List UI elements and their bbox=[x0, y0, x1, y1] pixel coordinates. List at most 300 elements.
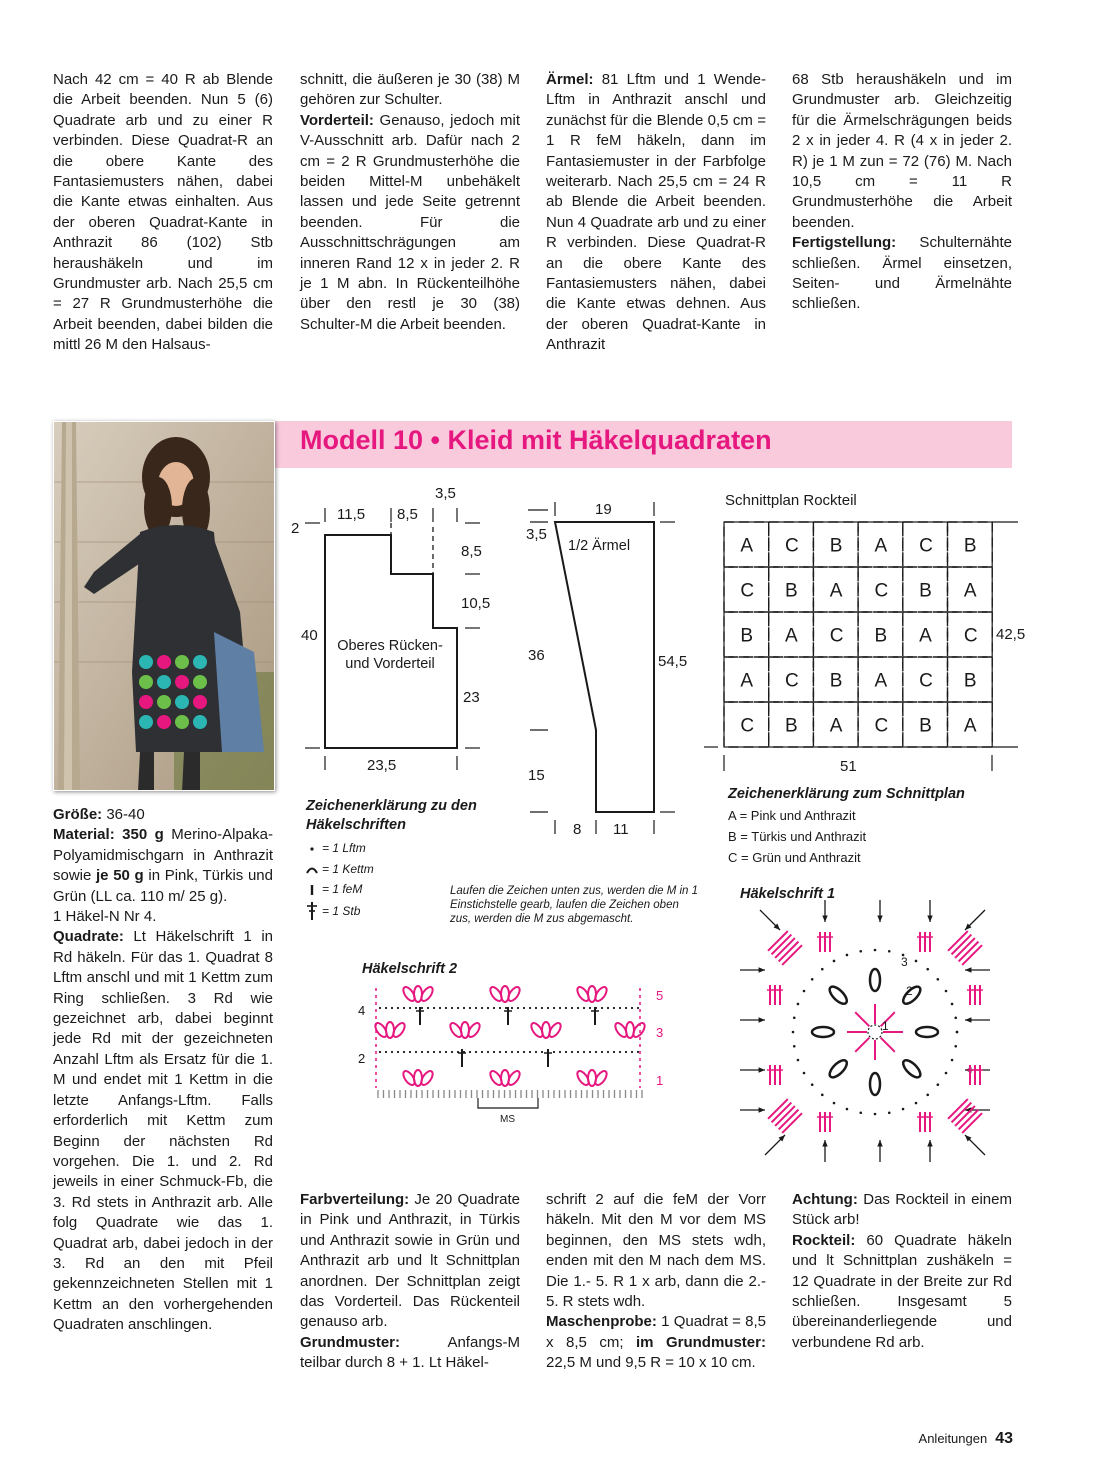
schnittplan-cell-letter: C bbox=[919, 670, 933, 692]
chain-dot bbox=[833, 960, 836, 963]
dim-11: 11 bbox=[613, 821, 629, 838]
chain-dot bbox=[553, 1007, 555, 1009]
bottom-column-2-text: schrift 2 auf die feM der Vorr häkeln. Mit den M vor dem MS beginnen, den MS stets wdh, enden mit den M nach dem MS. Die 1.- 5. R 1 x arb, dann die 2.- 5. R stets wdh. bbox=[546, 1191, 766, 1311]
chain-dot bbox=[481, 1007, 483, 1009]
chain-dot bbox=[583, 1007, 585, 1009]
dim-2: 2 bbox=[291, 520, 300, 537]
chain-dot bbox=[583, 1051, 585, 1053]
chain-dot bbox=[951, 1003, 954, 1006]
chain-dot bbox=[565, 1007, 567, 1009]
schnittplan-cell-letter: B bbox=[829, 535, 843, 557]
chain-dot bbox=[541, 1051, 543, 1053]
corner-cluster bbox=[948, 1099, 982, 1133]
dim-8-5-top: 8,5 bbox=[397, 506, 418, 523]
chain-dot bbox=[846, 1108, 849, 1111]
chain-dot bbox=[523, 1051, 525, 1053]
bottom-column-2 bbox=[546, 1190, 766, 1374]
join-arrow-icon bbox=[927, 900, 932, 922]
dim-11-5: 11,5 bbox=[337, 506, 366, 523]
chain-dot bbox=[421, 1051, 423, 1053]
legend-fem: = 1 feM bbox=[322, 882, 363, 896]
join-arrow-icon bbox=[965, 1135, 985, 1155]
schnittplan-title: Schnittplan Rockteil bbox=[725, 492, 857, 509]
legend-stb: = 1 Stb bbox=[322, 904, 361, 918]
page-number: 43 bbox=[995, 1430, 1013, 1447]
achtung-text: Das Rockteil in einem Stück arb! bbox=[792, 1191, 1012, 1229]
achtung-label: Achtung: bbox=[792, 1191, 858, 1208]
chain-dot bbox=[529, 1051, 531, 1053]
chain-dot bbox=[433, 1007, 435, 1009]
dim-15: 15 bbox=[528, 767, 545, 784]
body-schematic bbox=[285, 478, 505, 778]
dim-3-5-sleeve: 3,5 bbox=[526, 526, 547, 543]
dim-3-5: 3,5 bbox=[435, 485, 456, 502]
chain-dot bbox=[937, 1083, 940, 1086]
chain-dot bbox=[915, 960, 918, 963]
chain-dot bbox=[499, 1051, 501, 1053]
chain-dot bbox=[625, 1007, 627, 1009]
chain-dot bbox=[859, 950, 862, 953]
shell-stitch-group bbox=[529, 1021, 563, 1039]
chain-dot bbox=[951, 1059, 954, 1062]
chain-dot bbox=[821, 968, 824, 971]
sleeve-label: 1/2 Ärmel bbox=[568, 538, 631, 554]
fertigstellung-label: Fertigstellung: bbox=[792, 234, 897, 252]
side-cluster bbox=[817, 1112, 833, 1132]
chart2-row-3: 3 bbox=[656, 1025, 664, 1040]
side-cluster bbox=[767, 985, 783, 1005]
schnittplan-grid bbox=[700, 515, 1040, 780]
top-column-3 bbox=[546, 70, 766, 356]
vorderteil-text: Genauso, jedoch mit V-Ausschnitt arb. Dafür nach 2 cm = 2 R Grundmusterhöhe die beiden Mittel-M unbehäkelt lassen und jede Seite getrennt beenden. Für die Ausschnittschrägungen am inneren Rand 12 x in jeder 2. R je 1 M abn. In Rückenteilhöhe über den restl je 30 (38) Schulter-M die Arbeit beenden. bbox=[300, 111, 520, 333]
chart2-row-1: 1 bbox=[656, 1073, 664, 1088]
puff-stitch bbox=[827, 1057, 850, 1080]
chart1-round-1: 1 bbox=[882, 1019, 889, 1033]
chain-dot bbox=[846, 954, 849, 957]
double-crochet-icon bbox=[307, 902, 317, 920]
side-cluster bbox=[817, 932, 833, 952]
chain-dot bbox=[926, 968, 929, 971]
double-crochet-mark bbox=[591, 1007, 599, 1025]
join-arrow-icon bbox=[740, 1017, 765, 1022]
legend-a: A = Pink und Anthrazit bbox=[728, 808, 856, 823]
chain-dot bbox=[571, 1007, 573, 1009]
chain-dot bbox=[379, 1051, 381, 1053]
chart1-round-3: 3 bbox=[901, 955, 908, 969]
material-text-a: Merino-Alpaka-Polyamidmischgarn in Anthrazit sowie bbox=[53, 826, 274, 885]
chain-dot bbox=[451, 1051, 453, 1053]
page-footer bbox=[919, 1430, 1013, 1448]
chain-dot bbox=[595, 1051, 597, 1053]
chain-dot bbox=[619, 1007, 621, 1009]
top-column-4 bbox=[792, 70, 1012, 315]
schnittplan-cell-letter: C bbox=[919, 535, 933, 557]
top-column-1 bbox=[53, 70, 273, 356]
slip-stitch-icon bbox=[307, 869, 317, 874]
side-cluster bbox=[917, 1112, 933, 1132]
chain-dot bbox=[595, 1007, 597, 1009]
dim-23: 23 bbox=[463, 689, 480, 706]
legend-lftm: = 1 Lftm bbox=[322, 841, 366, 855]
aermel-label: Ärmel: bbox=[546, 71, 594, 88]
schnittplan-cell-letter: C bbox=[785, 670, 799, 692]
round1-stitch bbox=[855, 1038, 869, 1052]
chain-dot bbox=[613, 1007, 615, 1009]
chain-dot bbox=[589, 1051, 591, 1053]
top-column-1-text: Nach 42 cm = 40 R ab Blende die Arbeit beenden. Nun 5 (6) Quadrate arb und zu einer R verbinden. Diese Quadrat-R an die obere Kante des Fantasiemusters nähen, dabei die Kante etwas einhalten. Aus der oberen Quadrat-Kante in Anthrazit 86 (102) Stb heraushäkeln und im Grundmuster arb. Nach 25,5 cm = 27 R Grundmusterhöhe die Arbeit beenden, dabei bilden die mittl 26 M den Halsaus- bbox=[53, 71, 273, 354]
left-column bbox=[53, 805, 273, 1336]
chain-dot bbox=[797, 1059, 800, 1062]
grundmuster-text: Anfangs-M teilbar durch 8 + 1. Lt Häkel- bbox=[300, 1333, 520, 1372]
corner-cluster bbox=[948, 931, 982, 965]
body-diagram-label: Oberes Rücken- und Vorderteil bbox=[337, 638, 443, 672]
chain-dot bbox=[833, 1102, 836, 1105]
join-arrow-icon bbox=[740, 967, 765, 972]
bottom-column-1 bbox=[300, 1190, 520, 1374]
groesse-value: 36-40 bbox=[102, 806, 145, 823]
chain-dot bbox=[421, 1007, 423, 1009]
chain-dot bbox=[523, 1007, 525, 1009]
side-cluster bbox=[917, 932, 933, 952]
schnittplan-cell-letter: C bbox=[874, 580, 889, 602]
quadrate-text: Lt Häkelschrift 1 in Rd häkeln. Für das 1. Quadrat 8 Lftm anschl und mit 1 Kettm zum Ring schließen. 3 Rd wie gezeichnet arb, dabei beginnt jede Rd mit der gezeichneten Anzahl Lftm als Ersatz für die 1. M und endet mit 1 Kettm in die letzte Anfangs-Lftm. Falls erforderlich mit Kettm zum Beginn der nächsten Rd vorgehen. Die 1. und 2. Rd jeweils in einer Schmuck-Fb, die 3. Rd stets in Anthrazit arb. Alle folg Quadrate wie das 1. Quadrat arb, dabei jedoch in der 3. Rd an den mit Pfeil gekennzeichneten Stellen mit 1 Kettm an den vorhergehenden Quadraten anschlingen. bbox=[53, 928, 273, 1334]
sleeve-schematic bbox=[520, 490, 700, 840]
schnittplan-cell-letter: A bbox=[919, 625, 932, 647]
schnittplan-cell-letter: C bbox=[874, 715, 889, 737]
dim-8-5-side: 8,5 bbox=[461, 543, 482, 560]
symbol-legend-title: Zeichenerklärung zu den Häkelschriften bbox=[306, 798, 477, 833]
chain-dot bbox=[439, 1051, 441, 1053]
schnittplan-cell-letter: B bbox=[785, 715, 798, 737]
chain-dot bbox=[811, 1083, 814, 1086]
chain-dot bbox=[954, 1016, 957, 1019]
chain-dot bbox=[385, 1051, 387, 1053]
material-text-b: in Pink, Türkis und Grün (LL ca. 110 m/ 25 g). bbox=[53, 867, 273, 905]
farbverteilung-text: Je 20 Quadrate in Pink und Anthrazit, in Türkis und Anthrazit sowie in Grün und Anthrazit arb und lt Schnittplan anordnen. Der Schnittplan zeigt das Vorderteil. Das Rückenteil genauso arb. bbox=[300, 1191, 520, 1331]
join-arrow-icon bbox=[965, 1017, 990, 1022]
corner-cluster bbox=[768, 1099, 802, 1133]
schnittplan-cell-letter: A bbox=[740, 670, 754, 692]
chain-dot bbox=[403, 1051, 405, 1053]
side-cluster bbox=[767, 1065, 783, 1085]
chain-dot bbox=[541, 1007, 543, 1009]
model-photo-illustration bbox=[54, 422, 275, 791]
shell-stitch-group bbox=[575, 1069, 609, 1087]
chain-dot bbox=[499, 1007, 501, 1009]
stitch-note: Laufen die Zeichen unten zus, werden die M in 1 Einstichstelle gearb, laufen die Zeichen oben zus, werden die M zus abgemascht. bbox=[450, 885, 699, 925]
chain-dot bbox=[493, 1007, 495, 1009]
schnittplan-cell-letter: B bbox=[740, 625, 754, 647]
shell-stitch-group bbox=[575, 985, 609, 1003]
symbol-icons bbox=[303, 840, 323, 920]
groesse-label: Größe: bbox=[53, 806, 103, 823]
dim-8: 8 bbox=[573, 821, 582, 838]
shell-stitch-group bbox=[613, 1021, 647, 1039]
chain-dot bbox=[433, 1051, 435, 1053]
chart2-row-4: 4 bbox=[358, 1003, 366, 1018]
chain-dot bbox=[631, 1051, 633, 1053]
side-cluster bbox=[967, 985, 983, 1005]
maschenprobe-text: 1 Quadrat = 8,5 x 8,5 cm; bbox=[546, 1313, 766, 1351]
schnittplan-height: 42,5 bbox=[996, 626, 1026, 643]
top-column-4-text-a: 68 Stb heraushäkeln und im Grundmuster arb. Gleichzeitig für die Ärmelschrägungen beids 2 x in jeder 4. R (4 x in jeder 2. R) je 1 M zun = 72 (76) M. Nach 10,5 cm = 11 R Grundmusterhöhe die Arbeit beenden. bbox=[792, 71, 1012, 231]
chain-dot bbox=[797, 1003, 800, 1006]
chain-dot bbox=[874, 1113, 877, 1116]
puff-stitch bbox=[900, 1057, 923, 1080]
fertigstellung-text: Schulternähte schließen. Ärmel einsetzen, Seiten- und Ärmelnähte schließen. bbox=[792, 234, 1012, 313]
join-arrow-icon bbox=[877, 900, 882, 922]
chain-dot bbox=[945, 1072, 948, 1075]
legend-kettm: = 1 Kettm bbox=[322, 862, 374, 876]
dim-54-5: 54,5 bbox=[658, 653, 688, 670]
chain-dot bbox=[535, 1051, 537, 1053]
top-column-2 bbox=[300, 70, 520, 335]
schnittplan-cell-letter: C bbox=[740, 580, 755, 602]
schnittplan-width: 51 bbox=[840, 758, 857, 775]
chain-dot bbox=[487, 1007, 489, 1009]
bottom-column-3 bbox=[792, 1190, 1012, 1353]
chain-dot bbox=[379, 1007, 381, 1009]
chart1-round-2: 2 bbox=[906, 984, 913, 998]
chain-dot bbox=[529, 1007, 531, 1009]
chain-dot bbox=[613, 1051, 615, 1053]
chain-dot bbox=[888, 950, 891, 953]
join-arrow-icon bbox=[965, 910, 985, 930]
chain-dot bbox=[469, 1007, 471, 1009]
schnittplan-cell-letter: B bbox=[785, 580, 798, 602]
schnittplan-cell-letter: A bbox=[740, 535, 754, 557]
chain-dot bbox=[487, 1051, 489, 1053]
chart2-row-2: 2 bbox=[358, 1051, 366, 1066]
grundmuster-label: Grundmuster: bbox=[300, 1333, 401, 1351]
chain-dot bbox=[793, 1016, 796, 1019]
schnittplan-legend-title: Zeichenerklärung zum Schnittplan bbox=[728, 786, 965, 802]
chain-dot bbox=[397, 1007, 399, 1009]
chain-dot bbox=[391, 1051, 393, 1053]
chain-dot bbox=[945, 990, 948, 993]
maschenprobe-label: Maschenprobe: bbox=[546, 1313, 657, 1331]
chain-dot bbox=[902, 1108, 905, 1111]
chain-dot bbox=[409, 1007, 411, 1009]
chain-dot bbox=[559, 1007, 561, 1009]
chain-dot bbox=[481, 1051, 483, 1053]
chain-dot bbox=[565, 1051, 567, 1053]
schnittplan-cell-letter: C bbox=[829, 625, 844, 647]
quadrate-label: Quadrate: bbox=[53, 928, 124, 946]
chain-dot bbox=[792, 1031, 795, 1034]
chain-stitch-icon bbox=[310, 847, 313, 850]
chain-dot bbox=[571, 1051, 573, 1053]
chain-dot bbox=[505, 1051, 507, 1053]
chain-dot bbox=[451, 1007, 453, 1009]
chain-dot bbox=[535, 1007, 537, 1009]
shell-stitch-group bbox=[401, 1069, 435, 1087]
round1-stitch bbox=[881, 1038, 895, 1052]
puff-stitch bbox=[812, 1027, 834, 1037]
corner-cluster bbox=[768, 931, 802, 965]
chain-dot bbox=[553, 1051, 555, 1053]
chain-dot bbox=[517, 1007, 519, 1009]
chain-dot bbox=[577, 1051, 579, 1053]
magic-ring bbox=[868, 1025, 882, 1039]
dim-19: 19 bbox=[595, 501, 612, 518]
schnittplan-cell-letter: B bbox=[874, 625, 888, 647]
chain-dot bbox=[619, 1051, 621, 1053]
chain-dot bbox=[463, 1051, 465, 1053]
chain-dot bbox=[511, 1007, 513, 1009]
side-cluster bbox=[967, 1065, 983, 1085]
schnittplan-cell-letter: B bbox=[919, 715, 932, 737]
haekelschrift-2 bbox=[350, 980, 680, 1125]
join-arrow-icon bbox=[760, 910, 780, 930]
grundmuster-probe-label: im Grundmuster: bbox=[635, 1333, 766, 1351]
schnittplan-cell-letter: A bbox=[829, 580, 843, 602]
puff-stitch bbox=[870, 1073, 880, 1095]
shell-stitch-group bbox=[448, 1021, 482, 1039]
chain-dot bbox=[475, 1007, 477, 1009]
chain-dot bbox=[888, 1111, 891, 1114]
rockteil-label: Rockteil: bbox=[792, 1231, 856, 1249]
join-arrow-icon bbox=[765, 1135, 785, 1155]
chain-dot bbox=[607, 1051, 609, 1053]
chain-dot bbox=[625, 1051, 627, 1053]
shell-stitch-group bbox=[488, 985, 522, 1003]
chain-dot bbox=[601, 1007, 603, 1009]
chain-dot bbox=[577, 1007, 579, 1009]
footer-section: Anleitungen bbox=[918, 1431, 988, 1446]
chain-dot bbox=[589, 1007, 591, 1009]
chain-dot bbox=[385, 1007, 387, 1009]
chain-dot bbox=[637, 1007, 639, 1009]
join-arrow-icon bbox=[822, 900, 827, 922]
chain-dot bbox=[811, 978, 814, 981]
chain-dot bbox=[793, 1045, 796, 1048]
schnittplan-cell-letter: C bbox=[785, 535, 799, 557]
double-crochet-mark bbox=[504, 1007, 512, 1025]
schnittplan-cell-letter: B bbox=[963, 535, 977, 557]
join-arrow-icon bbox=[822, 1140, 827, 1162]
shell-stitch-group bbox=[488, 1069, 522, 1087]
legend-c: C = Grün und Anthrazit bbox=[728, 850, 861, 865]
chain-dot bbox=[517, 1051, 519, 1053]
schnittplan-cell-letter: B bbox=[963, 670, 977, 692]
chart2-ms: MS bbox=[500, 1114, 515, 1125]
chain-dot bbox=[547, 1051, 549, 1053]
chain-dot bbox=[475, 1051, 477, 1053]
join-arrow-icon bbox=[740, 1107, 765, 1112]
nadel-text: 1 Häkel-N Nr 4. bbox=[53, 908, 157, 926]
schnittplan-cell-letter: B bbox=[829, 670, 843, 692]
join-arrow-icon bbox=[965, 967, 990, 972]
schnittplan-cell-letter: A bbox=[963, 580, 977, 602]
shell-stitch-group bbox=[373, 1021, 407, 1039]
chain-dot bbox=[956, 1031, 959, 1034]
chain-dot bbox=[415, 1051, 417, 1053]
rockteil-text: 60 Quadrate häkeln und lt Schnittplan zushäkeln = 12 Quadrate in der Breite zur Rd schließen. Insgesamt 5 übereinanderliegende und verbundene Rd arb. bbox=[792, 1231, 1012, 1351]
model-photo bbox=[53, 421, 275, 791]
double-crochet-mark bbox=[416, 1007, 424, 1025]
chain-dot bbox=[493, 1051, 495, 1053]
puff-stitch bbox=[916, 1027, 938, 1037]
chain-dot bbox=[874, 949, 877, 952]
join-arrow-icon bbox=[927, 1140, 932, 1162]
model-title: Modell 10 • Kleid mit Häkelquadraten bbox=[300, 425, 772, 455]
schnittplan-cell-letter: C bbox=[740, 715, 755, 737]
schnittplan-cell-letter: A bbox=[874, 670, 888, 692]
chain-dot bbox=[403, 1007, 405, 1009]
chain-dot bbox=[415, 1007, 417, 1009]
chain-dot bbox=[511, 1051, 513, 1053]
chain-dot bbox=[469, 1051, 471, 1053]
chain-dot bbox=[505, 1007, 507, 1009]
chain-dot bbox=[803, 1072, 806, 1075]
puff-stitch bbox=[870, 969, 880, 991]
shell-stitch-group bbox=[401, 985, 435, 1003]
chain-dot bbox=[601, 1051, 603, 1053]
schnittplan-cell-letter: A bbox=[829, 715, 843, 737]
dim-23-5: 23,5 bbox=[367, 757, 397, 774]
chain-dot bbox=[915, 1102, 918, 1105]
chart2-row-5: 5 bbox=[656, 988, 664, 1003]
chart1-title: Häkelschrift 1 bbox=[740, 886, 836, 902]
material-label: Material: bbox=[53, 826, 115, 844]
schnittplan-cell-letter: A bbox=[785, 625, 798, 647]
schnittplan-cell-letter: C bbox=[963, 625, 978, 647]
dim-10-5: 10,5 bbox=[461, 595, 491, 612]
chain-dot bbox=[427, 1007, 429, 1009]
puff-stitch bbox=[827, 984, 850, 1007]
haekelschrift-1 bbox=[730, 900, 1000, 1170]
chain-dot bbox=[607, 1007, 609, 1009]
chain-dot bbox=[391, 1007, 393, 1009]
chain-dot bbox=[954, 1045, 957, 1048]
farbverteilung-label: Farbverteilung: bbox=[300, 1191, 410, 1208]
dim-40: 40 bbox=[301, 627, 318, 644]
chain-dot bbox=[821, 1094, 824, 1097]
schnittplan-cell-letter: A bbox=[874, 535, 888, 557]
material-amount: 350 g bbox=[114, 826, 164, 844]
round1-stitch bbox=[855, 1012, 869, 1026]
chain-dot bbox=[859, 1111, 862, 1114]
chain-dot bbox=[397, 1051, 399, 1053]
join-arrow-icon bbox=[877, 1140, 882, 1162]
maschenprobe-text-2: 22,5 M und 9,5 R = 10 x 10 cm. bbox=[546, 1354, 756, 1372]
chain-dot bbox=[463, 1007, 465, 1009]
chain-dot bbox=[439, 1007, 441, 1009]
chain-dot bbox=[445, 1051, 447, 1053]
chain-dot bbox=[937, 978, 940, 981]
chart2-title: Häkelschrift 2 bbox=[362, 961, 458, 977]
dim-36: 36 bbox=[528, 647, 545, 664]
chain-dot bbox=[427, 1051, 429, 1053]
join-arrow-icon bbox=[740, 1067, 765, 1072]
chain-dot bbox=[637, 1051, 639, 1053]
schnittplan-cell-letter: A bbox=[963, 715, 977, 737]
material-amount-2: je 50 g bbox=[96, 867, 144, 885]
legend-b: B = Türkis und Anthrazit bbox=[728, 829, 867, 844]
vorderteil-label: Vorderteil: bbox=[300, 111, 374, 129]
chain-dot bbox=[457, 1051, 459, 1053]
chain-dot bbox=[457, 1007, 459, 1009]
chain-dot bbox=[559, 1051, 561, 1053]
schnittplan-cell-letter: B bbox=[919, 580, 932, 602]
chain-dot bbox=[445, 1007, 447, 1009]
chain-dot bbox=[803, 990, 806, 993]
chain-dot bbox=[547, 1007, 549, 1009]
chain-dot bbox=[409, 1051, 411, 1053]
chain-dot bbox=[926, 1094, 929, 1097]
aermel-text: 81 Lftm und 1 Wende-Lftm in Anthrazit anschl und zunächst für die Blende 0,5 cm = 1 R feM häkeln, dann im Fantasiemuster in der Farbfolge weiterarb. Nach 25,5 cm = 24 R ab Blende die Arbeit beenden. Nun 4 Quadrate arb und zu einer R verbinden. Diese Quadrat-R an die obere Kante des Fantasiemusters nähen, dabei die Kante etwas dehnen. Aus der oberen Quadrat-Kante in Anthrazit bbox=[546, 71, 766, 354]
